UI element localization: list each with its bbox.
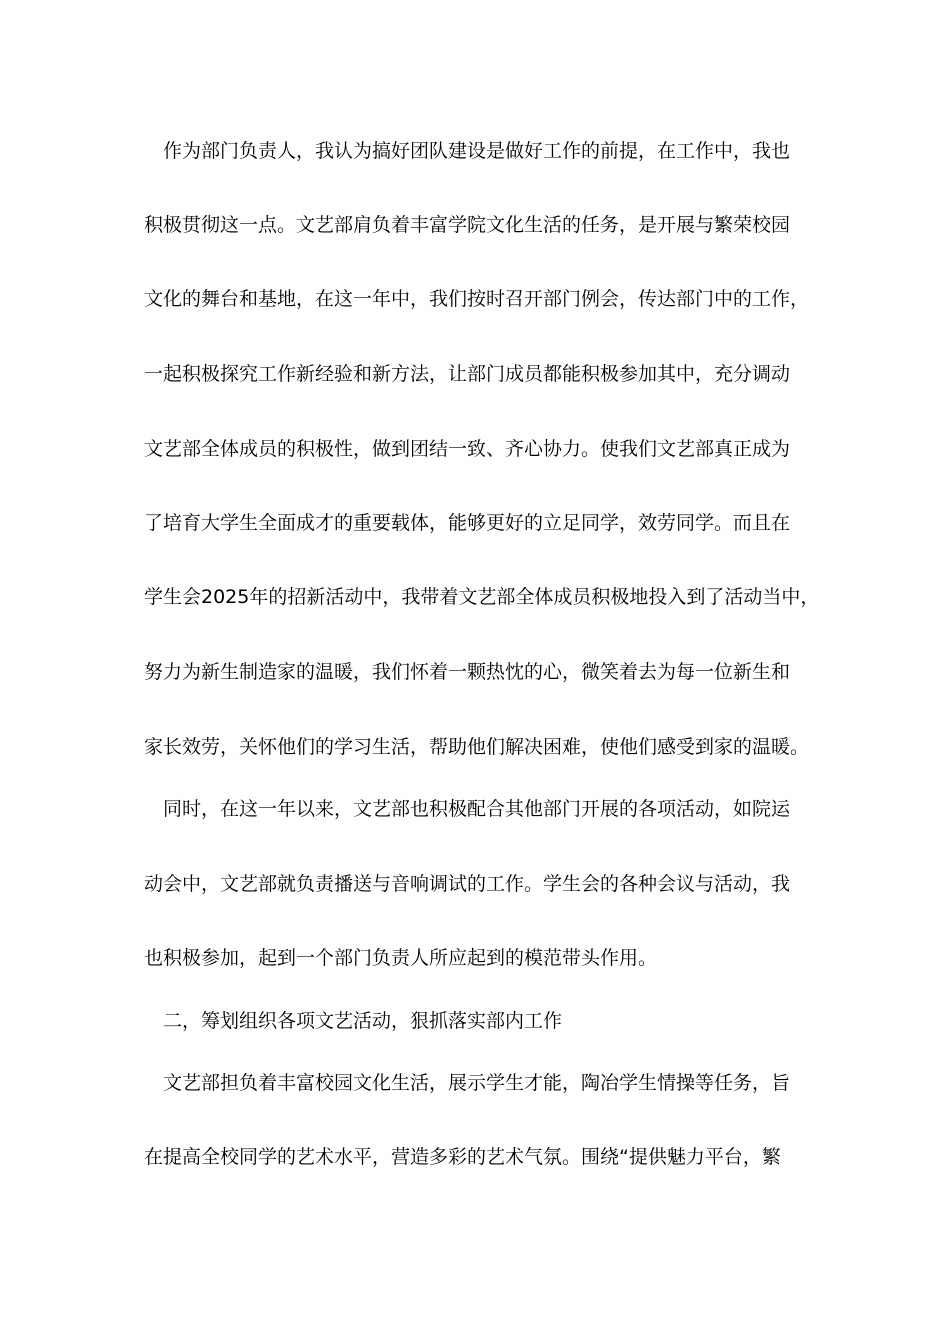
paragraph-1-line-5: 文艺部全体成员的积极性，做到团结一致、齐心协力。使我们文艺部真正成为 bbox=[144, 438, 791, 460]
paragraph-1-line-9: 家长效劳，关怀他们的学习生活，帮助他们解决困难，使他们感受到家的温暖。 bbox=[144, 736, 810, 758]
paragraph-1-line-3: 文化的舞台和基地，在这一年中，我们按时召开部门例会，传达部门中的工作， bbox=[144, 288, 810, 310]
paragraph-1-line-8: 努力为新生制造家的温暖，我们怀着一颗热忱的心，微笑着去为每一位新生和 bbox=[144, 661, 791, 683]
section-heading: 二，筹划组织各项文艺活动，狠抓落实部内工作 bbox=[163, 1010, 563, 1032]
paragraph-1-line-1: 作为部门负责人，我认为搞好团队建设是做好工作的前提，在工作中，我也 bbox=[163, 140, 791, 162]
paragraph-2-line-3: 也积极参加，起到一个部门负责人所应起到的模范带头作用。 bbox=[144, 947, 658, 969]
paragraph-2-line-1: 同时，在这一年以来，文艺部也积极配合其他部门开展的各项活动，如院运 bbox=[163, 798, 791, 820]
paragraph-1-line-2: 积极贯彻这一点。文艺部肩负着丰富学院文化生活的任务，是开展与繁荣校园 bbox=[144, 214, 791, 236]
paragraph-1-line-7: 学生会2025年的招新活动中，我带着文艺部全体成员积极地投入到了活动当中， bbox=[144, 586, 820, 608]
paragraph-1-line-6: 了培育大学生全面成才的重要载体，能够更好的立足同学，效劳同学。而且在 bbox=[144, 512, 791, 534]
paragraph-1-line-4: 一起积极探究工作新经验和新方法，让部门成员都能积极参加其中，充分调动 bbox=[144, 363, 791, 385]
paragraph-2-line-2: 动会中，文艺部就负责播送与音响调试的工作。学生会的各种会议与活动，我 bbox=[144, 873, 791, 895]
paragraph-3-line-2: 在提高全校同学的艺术水平，营造多彩的艺术气氛。围绕“提供魅力平台，繁 bbox=[144, 1146, 781, 1168]
paragraph-3-line-1: 文艺部担负着丰富校园文化生活，展示学生才能，陶冶学生情操等任务，旨 bbox=[163, 1072, 791, 1094]
